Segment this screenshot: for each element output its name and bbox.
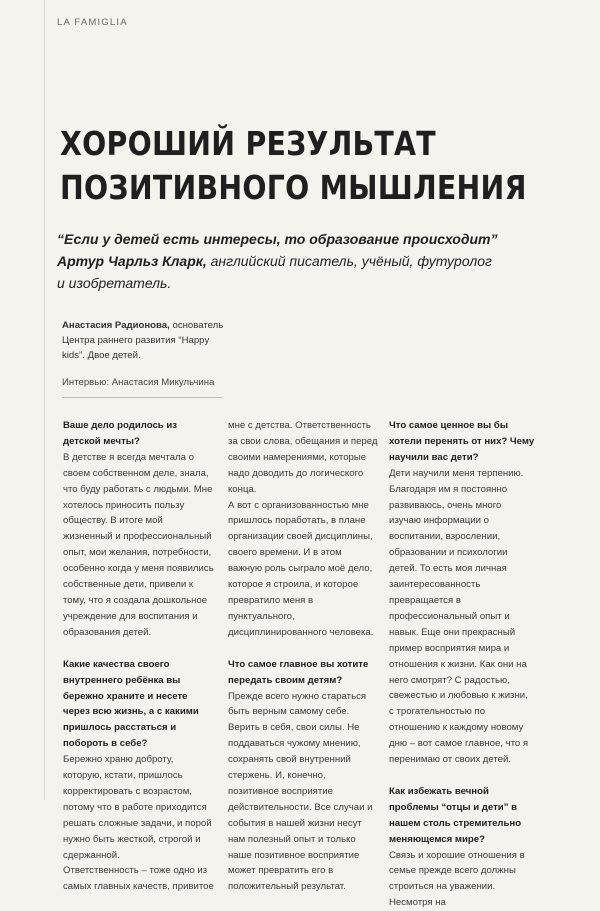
- answer-2: Бережно храню доброту, которую, кстати, пришлось корректировать с возрастом, потому что в работе приходится решать сложные задачи, и порой нужно быть жесткой, строгой и сдержанной.: [63, 754, 212, 861]
- byline: [62, 318, 322, 363]
- text-column-3: [389, 418, 535, 911]
- article-title-line-1: ХОРОШИЙ РЕЗУЛЬТАТ: [60, 124, 436, 163]
- byline-name: Анастасия Радионова,: [62, 320, 170, 331]
- article-title: [60, 122, 527, 210]
- interview-credit: Интервью: Анастасия Микульчина: [62, 377, 215, 388]
- answer-2-cont-3: А вот с организованностью мне пришлось поработать, в плане организации своей дисциплины, своего времени. И в этом важную роль сыграло моё дело, которое я строила, и которое превратило меня в пунктуального, дисциплинированного человека.: [228, 499, 374, 638]
- epigraph-attribution: [57, 250, 557, 272]
- question-2: Какие качества своего внутреннего ребёнка вы бережно храните и несете через всю жизнь, а с какими пришлось расстаться и побороть в себе?: [63, 658, 199, 750]
- margin-rule: [44, 0, 45, 800]
- epigraph-author-desc: английский писатель, учёный, футуролог: [206, 253, 492, 269]
- answer-2-cont: Ответственность – тоже одно из самых главных качеств, привитое: [63, 865, 214, 893]
- credit-rule: [62, 397, 222, 398]
- answer-3: Прежде всего нужно стараться быть верным самому себе. Верить в себя, свои силы. Не поддаваться чужому мнению, сохранять свой внутренний стержень. И, конечно, позитивное восприятие действительности. Все случаи и события в нашей жизни несут нам полезный опыт и только наше позитивное восприятие может превратить его в положительный результат.: [228, 690, 373, 893]
- epigraph-quote: “Если у детей есть интересы, то образование происходит”: [57, 231, 498, 247]
- byline-role: основатель: [169, 320, 224, 331]
- question-4: Что самое ценное вы бы хотели перенять от них? Чему научили вас дети?: [389, 420, 535, 463]
- answer-2-cont-2: мне с детства. Ответственность за свои слова, обещания и перед своими намерениями, которые надо доводить до логического конца.: [228, 420, 378, 495]
- text-column-1: [63, 418, 215, 895]
- article-title-line-2: ПОЗИТИВНОГО МЫШЛЕНИЯ: [60, 168, 527, 207]
- answer-5: Связь и хорошие отношения в семье прежде всего должны строиться на уважении. Несмотря на: [389, 849, 525, 909]
- epigraph-author: Артур Чарльз Кларк,: [57, 253, 207, 269]
- byline-role-2: Центра раннего развития “Happy: [62, 335, 210, 346]
- epigraph: [57, 228, 557, 294]
- byline-role-3: kids”. Двое детей.: [62, 350, 141, 361]
- answer-4: Дети научили меня терпению. Благодаря им я постоянно развиваюсь, очень много изучаю информации о воспитании, взрослении, образовании и психологии детей. То есть моя личная заинтересованность превращается в профессиональный опыт и навык. Еще они прекрасный пример восприятия мира и отношения к жизни. Как они на него смотрят? С радостью, свежестью и любовью к жизни, с трогательностью по отношению к каждому новому дню – вот самое главное, что я перенимаю от своих детей.: [389, 467, 529, 766]
- answer-1: В детстве я всегда мечтала о своем собственном деле, знала, что буду работать с людьми. Мне хотелось приносить пользу обществу. В итоге мой жизненный и профессиональный опыт, мои желания, потребности, особенно когда у меня появились собственные дети, привели к тому, что я создала дошкольное учреждение для воспитания и образования детей.: [63, 451, 214, 638]
- epigraph-author-desc-2: и изобретатель.: [57, 275, 172, 291]
- text-column-2: [228, 418, 378, 895]
- question-3: Что самое главное вы хотите передать своим детям?: [228, 658, 369, 686]
- section-label: LA FAMIGLIA: [57, 17, 128, 28]
- question-5: Как избежать вечной проблемы “отцы и дети” в нашем столь стремительно меняющемся мире?: [389, 785, 522, 845]
- question-1: Ваше дело родилось из детской мечты?: [63, 420, 178, 447]
